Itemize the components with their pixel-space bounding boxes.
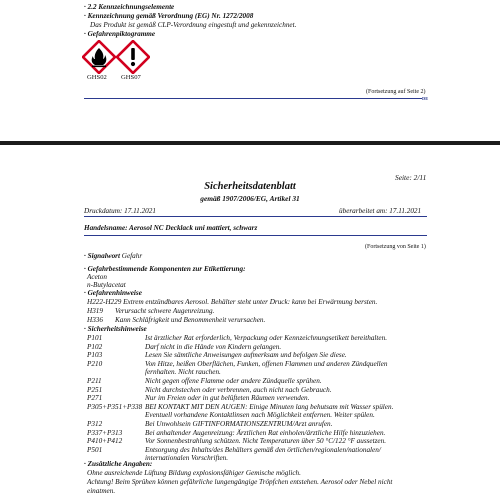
p-text: Darf nicht in die Hände von Kindern gelangen. [145,342,282,351]
p-text: Entsorgung des Inhalts/des Behälters gemäß den örtlichen/regionalen/nationalen/ [145,445,381,454]
p-code: P251 [87,385,103,394]
ueberarbeitet-am: überarbeitet am: 17.11.2021 [339,207,422,215]
p-text: Von Hitze, heißen Oberflächen, Funken, offenen Flammen und anderen Zündquellen [145,359,388,368]
footer-ref-mark: DE [422,96,429,101]
p-text: Bei Unwohlsein GIFTINFORMATIONSZENTRUM/Arzt anrufen. [145,420,333,428]
p-code: P305+P351+P338 [87,402,143,411]
h-text: Verursacht schwere Augenreizung. [115,307,215,315]
p-text: Ist ärztlicher Rat erforderlich, Verpackung oder Kennzeichnungsetikett bereithalten. [145,334,387,342]
h-line-h336 [87,316,441,325]
pictogram-label-ghs02: GHS02 [87,74,107,81]
p-text: Nur im Freien oder in gut belüfteten Räumen verwenden. [145,394,310,403]
h-line-h222 [87,298,377,307]
p-text: BEI KONTAKT MIT DEN AUGEN: Einige Minuten lang behutsam mit Wasser spülen. [145,402,394,411]
p-code: P103 [87,351,103,360]
p-code: P211 [87,377,102,385]
sicherheitshinweise-heading: · Sicherheitshinweise [84,325,147,333]
page-separator [0,141,500,145]
h-text: Extrem entzündbares Aerosol. Behälter steht unter Druck: kann bei Erwärmung bersten. [123,298,378,306]
gefahrenhinweise-heading: · Gefahrenhinweise [84,289,142,297]
p-code: P337+P313 [87,428,123,437]
druckdatum: Druckdatum: 17.11.2021 [84,207,156,215]
exclamation-icon [116,40,150,74]
h-code: H319 [87,307,103,315]
p-code: P271 [87,394,103,403]
p-text: Nicht durchstechen oder verbrennen, auch nicht nach Gebrauch. [145,385,332,394]
page-number: Seite: 2/11 [395,173,427,182]
pictogram-label-ghs07: GHS07 [121,74,141,81]
handelsname: Handelsname: Aerosol NC Decklack uni mattiert, schwarz [84,224,258,232]
p-code: P210 [87,359,103,368]
komponente-butylacetat: n-Butylacetat [87,281,126,289]
zusatz-line-1: Ohne ausreichende Lüftung Bildung explosionsfähiger Gemische möglich. [87,469,301,477]
section-2-2-heading: · 2.2 Kennzeichnungselemente [84,3,175,11]
continued-to-note: (Fortsetzung auf Seite 2) [366,89,426,95]
p-text: Bei anhaltender Augenreizung: Ärztlichen Rat einholen/ärztliche Hilfe hinzuziehen. [145,428,386,437]
zusatz-line-3: einatmen. [87,487,116,495]
komponenten-heading: · Gefahrbestimmende Komponenten zur Etikettierung: [84,265,246,273]
signalwort-label: · Signalwort [84,252,120,260]
header-rule [84,216,427,217]
document-subtitle: gemäß 1907/2006/EG, Artikel 31 [200,194,300,203]
zusatz-heading: · Zusätzliche Angaben: [84,460,153,468]
p-text: Lesen Sie sämtliche Anweisungen aufmerksam und befolgen Sie diese. [145,351,347,360]
p-text-continued: Eventuell vorhandene Kontaktlinsen nach Möglichkeit entfernen. Weiter spülen. [145,411,375,420]
signalwort-value: Gefahr [121,252,143,260]
komponente-aceton: Aceton [87,273,107,281]
kennzeichnung-text: Das Produkt ist gemäß CLP-Verordnung eingestuft und gekennzeichnet. [90,21,297,29]
kennzeichnung-heading: · Kennzeichnung gemäß Verordnung (EG) Nr. 1272/2008 [84,12,254,20]
p-code: P101 [87,334,103,342]
continued-from-note: (Fortsetzung von Seite 1) [365,244,426,250]
p-code: P312 [87,420,103,428]
p-code: P102 [87,342,103,351]
h-code: H336 [87,316,103,324]
h-text: Kann Schläfrigkeit und Benommenheit verursachen. [115,316,266,324]
piktogramme-heading: · Gefahrenpiktogramme [84,30,156,38]
flame-icon [82,40,116,74]
document-title: Sicherheitsdatenblatt [204,181,296,192]
handelsname-rule [84,235,427,236]
h-code: H222-H229 [87,298,122,306]
p-code: P501 [87,445,103,454]
signalwort-row [84,252,142,261]
p-text-continued: fernhalten. Nicht rauchen. [145,368,221,377]
footer-rule [84,98,422,99]
p-code: P410+P412 [87,437,123,446]
p-text: Vor Sonnenbestrahlung schützen. Nicht Temperaturen über 50 °C/122 °F aussetzen. [145,437,386,446]
p-text-continued: internationalen Vorschriften. [145,454,229,463]
h-line-h319 [87,307,441,316]
zusatz-line-2: Achtung! Beim Sprühen können gefährliche lungengängige Tröpfchen entstehen. Aerosol oder Nebel nicht [87,478,393,486]
p-text: Nicht gegen offene Flamme oder andere Zündquelle sprühen. [145,377,322,385]
